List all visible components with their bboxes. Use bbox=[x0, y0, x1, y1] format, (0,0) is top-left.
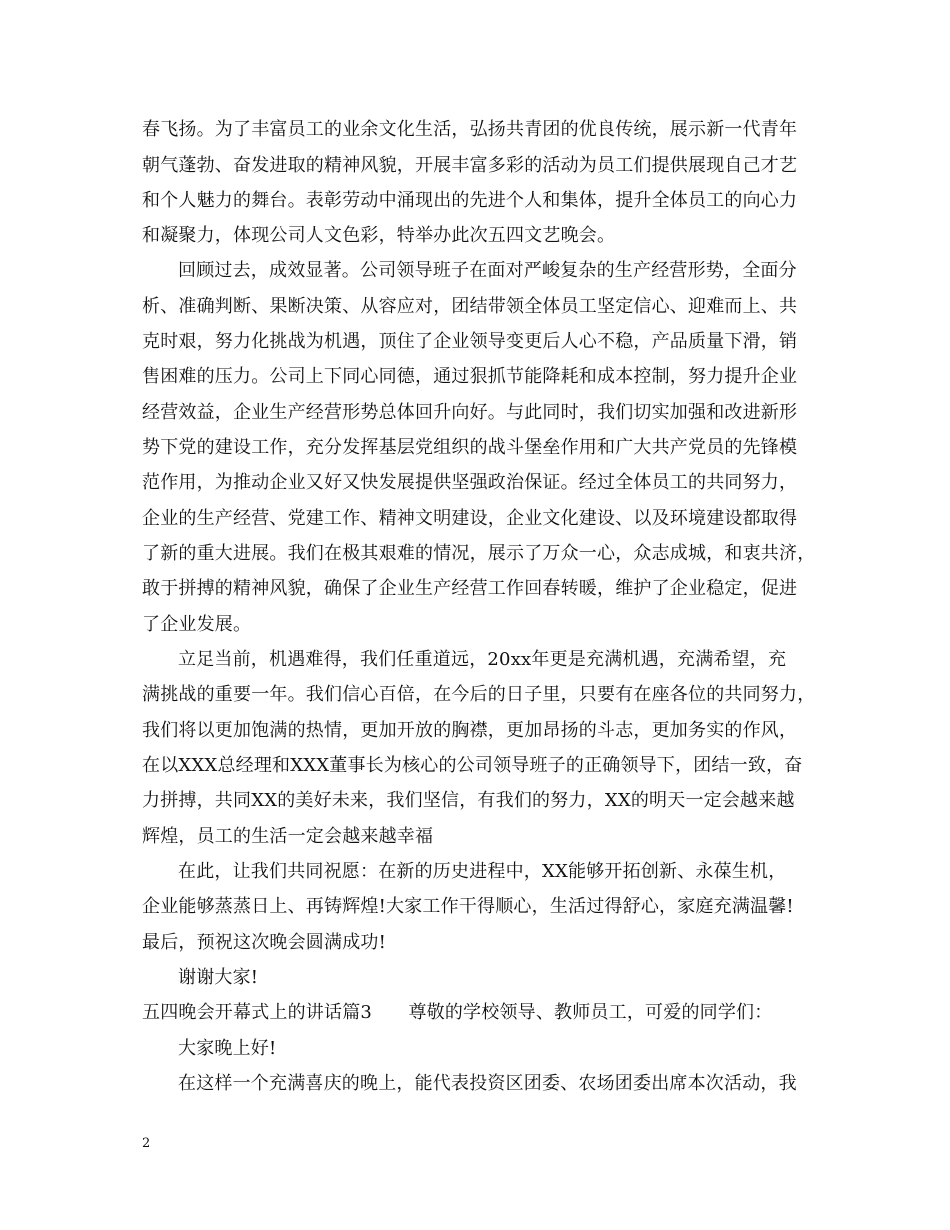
text-line: 了企业发展。 bbox=[142, 614, 252, 635]
text-line: 和个人魅力的舞台。表彰劳动中涌现出的先进个人和集体，提升全体员工的向心力 bbox=[142, 190, 798, 211]
text-line: 售困难的压力。公司上下同心同德，通过狠抓节能降耗和成本控制，努力提升企业 bbox=[142, 366, 798, 387]
text-line: 在此，让我们共同祝愿：在新的历史进程中，XX能够开拓创新、永葆生机， bbox=[178, 861, 787, 882]
text-line: 最后，预祝这次晚会圆满成功! bbox=[142, 932, 387, 953]
text-line: 和凝聚力，体现公司人文色彩，特举办此次五四文艺晚会。 bbox=[142, 225, 616, 246]
text-line: 满挑战的重要一年。我们信心百倍，在今后的日子里，只要有在座各位的共同努力， bbox=[142, 684, 816, 705]
text-line: 春飞扬。为了丰富员工的业余文化生活，弘扬共青团的优良传统，展示新一代青年 bbox=[142, 119, 798, 140]
text-line: 敢于拼搏的精神风貌，确保了企业生产经营工作回春转暖，维护了企业稳定，促进 bbox=[142, 578, 798, 599]
text-line: 了新的重大进展。我们在极其艰难的情况，展示了万众一心，众志成城，和衷共济， bbox=[142, 543, 816, 564]
page-number: 2 bbox=[142, 1136, 151, 1151]
text-line: 企业的生产经营、党建工作、精神文明建设，企业文化建设、以及环境建设都取得 bbox=[142, 508, 798, 529]
text-line: 谢谢大家! bbox=[178, 967, 259, 988]
text-line: 克时艰，努力化挑战为机遇，顶住了企业领导变更后人心不稳，产品质量下滑，销 bbox=[142, 331, 798, 352]
text-line: 回顾过去，成效显著。公司领导班子在面对严峻复杂的生产经营形势，全面分 bbox=[178, 260, 797, 281]
text-line: 我们将以更加饱满的热情，更加开放的胸襟，更加昂扬的斗志，更加务实的作风， bbox=[142, 720, 798, 741]
text-line: 在这样一个充满喜庆的晚上，能代表投资区团委、农场团委出席本次活动，我 bbox=[178, 1073, 797, 1094]
text-line: 立足当前，机遇难得，我们任重道远，20xx年更是充满机遇，充满希望，充 bbox=[178, 649, 787, 670]
text-line: 范作用，为推动企业又好又快发展提供坚强政治保证。经过全体员工的共同努力， bbox=[142, 472, 798, 493]
text-line: 经营效益，企业生产经营形势总体回升向好。与此同时，我们切实加强和改进新形 bbox=[142, 402, 798, 423]
text-line: 企业能够蒸蒸日上、再铸辉煌!大家工作干得顺心，生活过得舒心，家庭充满温馨! bbox=[142, 896, 794, 917]
section-heading-line: 五四晚会开幕式上的讲话篇3 尊敬的学校领导、教师员工，可爱的同学们： bbox=[142, 1002, 773, 1023]
text-line: 朝气蓬勃、奋发进取的精神风貌，开展丰富多彩的活动为员工们提供展现自己才艺 bbox=[142, 155, 798, 176]
text-line: 势下党的建设工作，充分发挥基层党组织的战斗堡垒作用和广大共产党员的先锋模 bbox=[142, 437, 798, 458]
text-line: 力拼搏，共同XX的美好未来，我们坚信，有我们的努力，XX的明天一定会越来越 bbox=[142, 790, 795, 811]
text-line: 析、准确判断、果断决策、从容应对，团结带领全体员工坚定信心、迎难而上、共 bbox=[142, 296, 798, 317]
text-line: 在以XXX总经理和XXX董事长为核心的公司领导班子的正确领导下，团结一致，奋 bbox=[142, 755, 803, 776]
text-line: 大家晚上好! bbox=[178, 1038, 277, 1059]
text-line: 辉煌，员工的生活一定会越来越幸福 bbox=[142, 826, 434, 847]
